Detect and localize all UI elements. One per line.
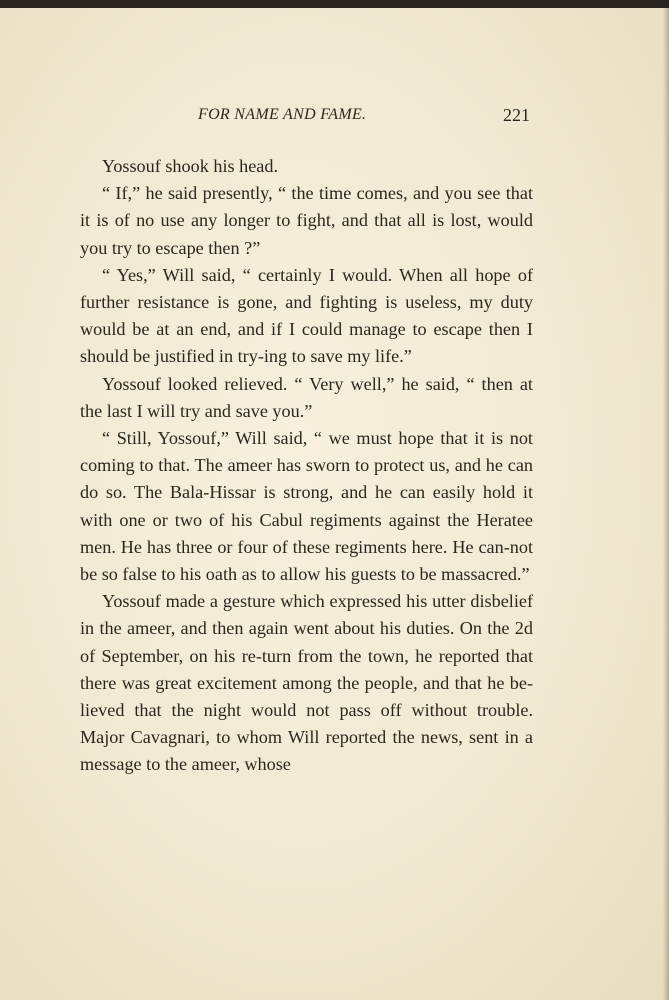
paragraph: Yossouf shook his head. (102, 156, 279, 176)
running-title: FOR NAME AND FAME. (198, 106, 367, 123)
paragraph: Yossouf made a gesture which expressed his utter disbelief in the ameer, and then again went about his duties. On the 2d of September, on his re-turn from the town, he reported that there was great excitement among the people, and that he be-lieved that the night would not pass off without trouble. Major Cavagnari, to whom Will reported the news, sent in a message to the ameer, whose (80, 591, 533, 775)
running-head (0, 106, 669, 130)
body-text (80, 153, 533, 779)
paragraph: Yossouf looked relieved. “ Very well,” he said, “ then at the last I will try and save you.” (80, 373, 533, 421)
paragraph: “ Yes,” Will said, “ certainly I would. When all hope of further resistance is gone, and fighting is useless, my duty would be at an end, and if I could manage to escape then I should be justified in try-ing to save my life.” (80, 264, 533, 367)
paragraph: “ If,” he said presently, “ the time comes, and you see that it is of no use any longer to fight, and that all is lost, would you try to escape then ?” (80, 183, 533, 258)
paragraph: “ Still, Yossouf,” Will said, “ we must hope that it is not coming to that. The ameer has sworn to protect us, and he can do so. The Bala-Hissar is strong, and he can easily hold it with one or two of his Cabul regiments against the Heratee men. He has three or four of these regiments here. He can-not be so false to his oath as to allow his guests to be massacred.” (80, 428, 533, 585)
book-page (0, 8, 669, 1000)
page-number: 221 (503, 105, 530, 125)
